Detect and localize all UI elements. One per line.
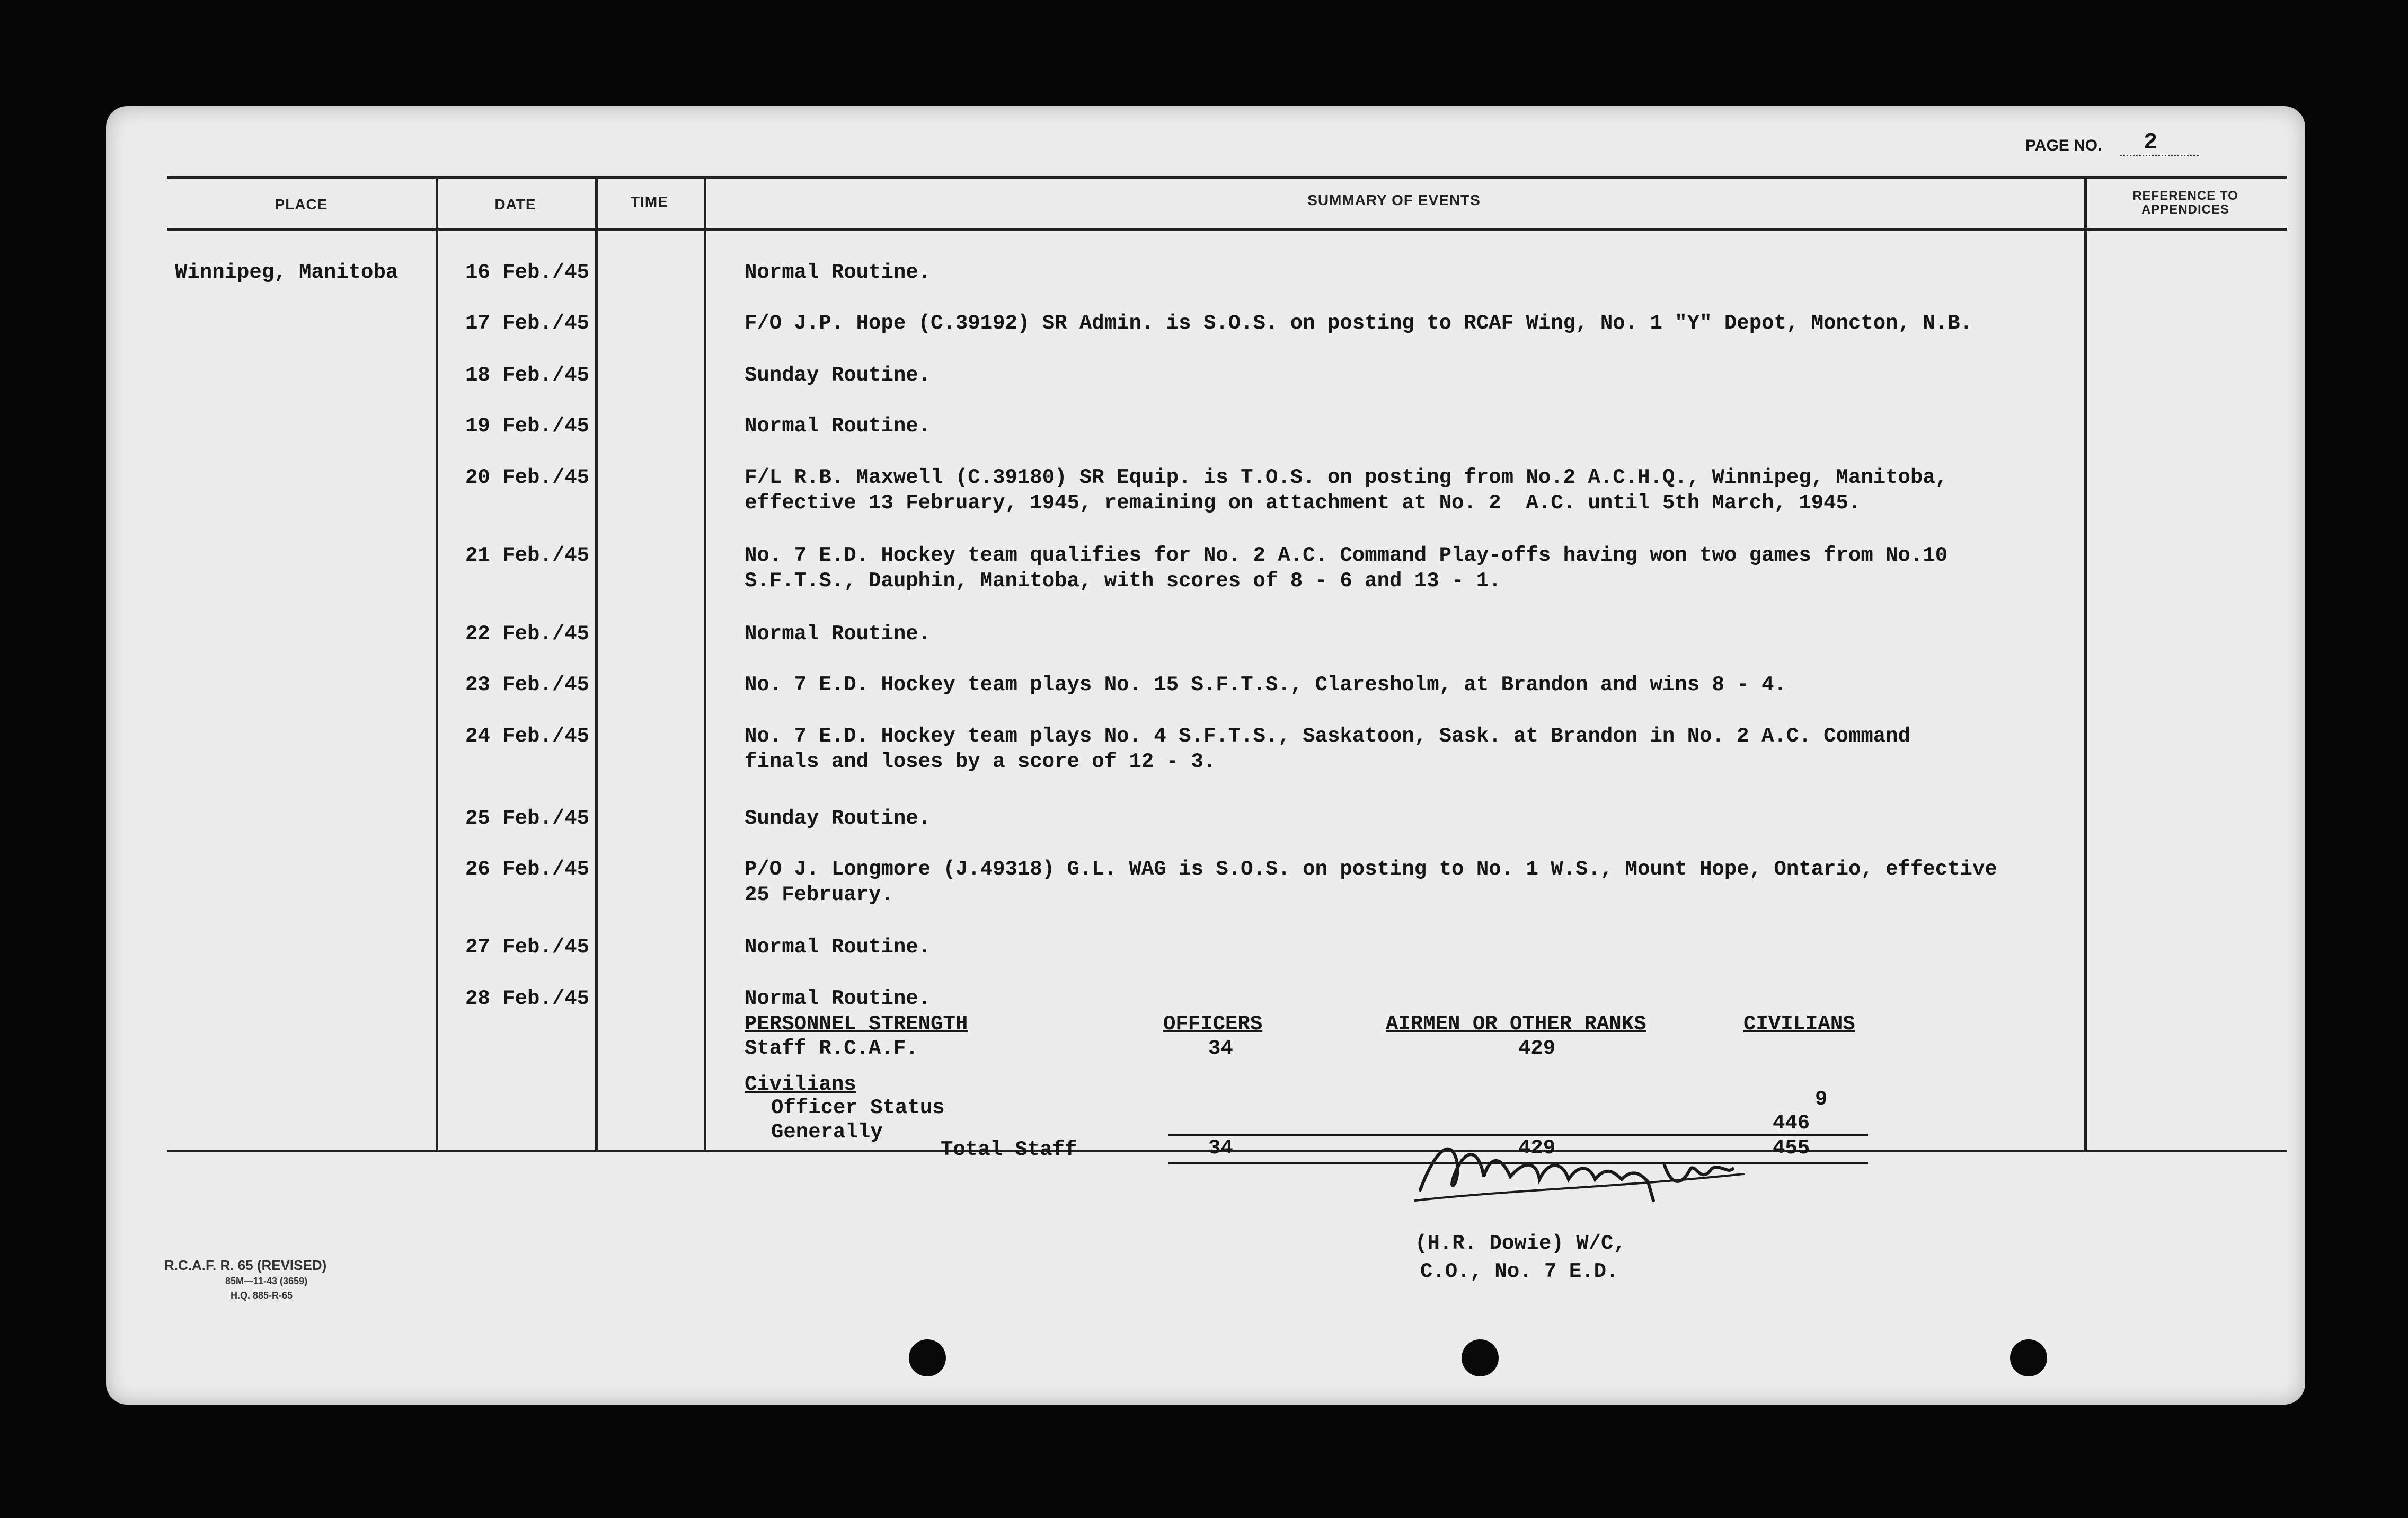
entry-date-7: 22 Feb./45 [465,622,590,646]
handwritten-signature [1404,1126,1775,1222]
generally-label: Generally [771,1120,883,1144]
entry-date-1: 16 Feb./45 [465,261,590,284]
entry-date-5: 20 Feb./45 [465,466,590,489]
entry-summary-11-line-2: 25 February. [745,883,893,906]
column-header-summary: SUMMARY OF EVENTS [1307,192,1481,208]
page-number-label: PAGE NO. [2025,137,2102,154]
record-sheet [106,106,2305,1405]
entry-date-11: 26 Feb./45 [465,858,590,881]
strength-col-civilians: CIVILIANS [1743,1012,1855,1036]
entry-date-12: 27 Feb./45 [465,935,590,959]
divider-place-date [436,176,438,1150]
divider-time-summary [704,176,706,1150]
entry-summary-13: Normal Routine. [745,987,931,1010]
entry-date-6: 21 Feb./45 [465,544,590,567]
entry-summary-3: Sunday Routine. [745,364,931,387]
reference-header-line-1: REFERENCE TO [2132,189,2238,203]
entry-summary-9-line-1: No. 7 E.D. Hockey team plays No. 4 S.F.T.S., Saskatoon, Sask. at Brandon in No. 2 A.C. Command [745,725,1910,748]
officer-status-label: Officer Status [771,1096,945,1119]
entry-summary-11-line-1: P/O J. Longmore (J.49318) G.L. WAG is S.O.S. on posting to No. 1 W.S., Mount Hope, Ontario, effective [745,858,1997,881]
column-header-place: PLACE [275,196,328,213]
column-header-date: DATE [494,196,536,213]
entry-date-13: 28 Feb./45 [465,987,590,1010]
entry-summary-10: Sunday Routine. [745,807,931,830]
total-officers-value: 34 [1208,1136,1233,1160]
page-number-value: 2 [2144,129,2158,156]
divider-summary-reference [2084,176,2087,1150]
civilians-heading: Civilians [745,1073,856,1096]
entry-date-4: 19 Feb./45 [465,414,590,438]
signature-title: C.O., No. 7 E.D. [1420,1260,1619,1283]
form-print-code: 85M—11-43 (3659) [225,1276,308,1286]
entry-summary-7: Normal Routine. [745,622,931,646]
reference-header-line-2: APPENDICES [2141,202,2230,217]
staff-officers-value: 34 [1208,1037,1233,1060]
entry-date-3: 18 Feb./45 [465,364,590,387]
entry-summary-5-line-2: effective 13 February, 1945, remaining on attachment at No. 2 A.C. until 5th March, 1945. [745,491,1861,515]
total-civilians-value: 455 [1773,1136,1810,1160]
generally-value: 446 [1773,1111,1810,1135]
form-number: R.C.A.F. R. 65 (REVISED) [164,1257,327,1273]
signature-name: (H.R. Dowie) W/C, [1415,1232,1626,1255]
entry-date-8: 23 Feb./45 [465,673,590,696]
table-top-rule [167,176,2287,179]
entry-date-10: 25 Feb./45 [465,807,590,830]
entry-summary-5-line-1: F/L R.B. Maxwell (C.39180) SR Equip. is T.O.S. on posting from No.2 A.C.H.Q., Winnipeg, Manitoba, [745,466,1948,489]
place-name: Winnipeg, Manitoba [175,261,399,284]
entry-date-2: 17 Feb./45 [465,312,590,335]
total-staff-label: Total Staff [941,1138,1077,1161]
entry-summary-2: F/O J.P. Hope (C.39192) SR Admin. is S.O.S. on posting to RCAF Wing, No. 1 "Y" Depot, Moncton, N.B. [745,312,1972,335]
entry-summary-12: Normal Routine. [745,935,931,959]
strength-col-officers: OFFICERS [1163,1012,1263,1036]
entry-summary-8: No. 7 E.D. Hockey team plays No. 15 S.F.T.S., Claresholm, at Brandon and wins 8 - 4. [745,673,1786,696]
entry-summary-9-line-2: finals and loses by a score of 12 - 3. [745,750,1216,773]
binder-hole-left [909,1339,946,1376]
staff-airmen-value: 429 [1518,1037,1556,1060]
total-airmen-value: 429 [1518,1136,1556,1160]
header-bottom-rule [167,228,2287,231]
binder-hole-right [2010,1339,2047,1376]
entry-summary-4: Normal Routine. [745,414,931,438]
staff-label: Staff R.C.A.F. [745,1037,918,1060]
entry-summary-6-line-1: No. 7 E.D. Hockey team qualifies for No. 2 A.C. Command Play-offs having won two games from No.10 [745,544,1948,567]
column-header-time: TIME [631,193,668,210]
entry-summary-6-line-2: S.F.T.S., Dauphin, Manitoba, with scores of 8 - 6 and 13 - 1. [745,569,1501,593]
strength-heading: PERSONNEL STRENGTH [745,1012,968,1036]
form-hq-code: H.Q. 885-R-65 [231,1290,293,1301]
officer-status-value: 9 [1815,1088,1828,1111]
column-header-reference [2084,189,2287,217]
page-number-dots [2120,155,2199,156]
divider-date-time [595,176,598,1150]
entry-date-9: 24 Feb./45 [465,725,590,748]
entry-summary-1: Normal Routine. [745,261,931,284]
strength-col-airmen: AIRMEN OR OTHER RANKS [1386,1012,1646,1036]
binder-hole-center [1462,1339,1499,1376]
